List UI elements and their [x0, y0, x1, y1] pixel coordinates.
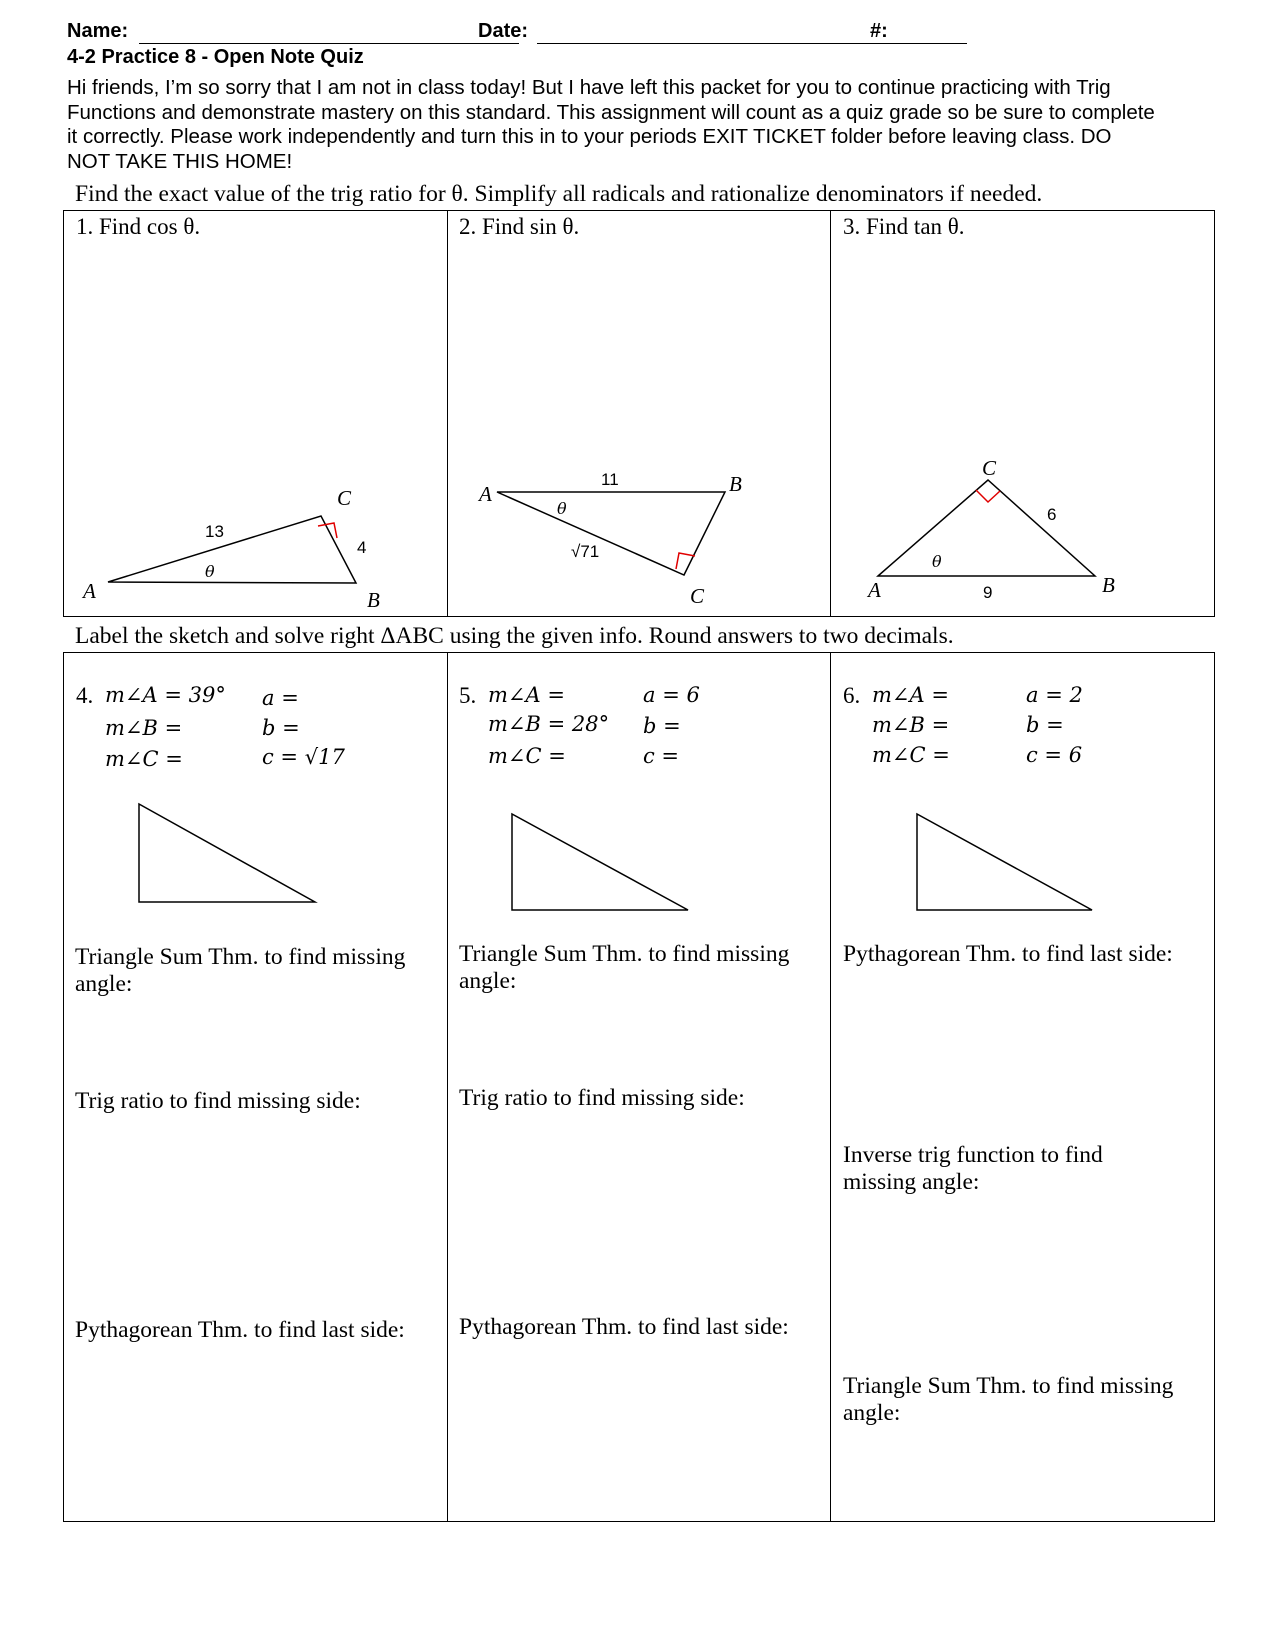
section2-instruction: Label the sketch and solve right ΔABC using the given info. Round answers to two decimals. — [75, 623, 954, 649]
problem6-step2: Inverse trig function to find missing angle: — [843, 1142, 1103, 1195]
problem5-step3: Pythagorean Thm. to find last side: — [459, 1314, 789, 1340]
problem2-vertex-a: A — [479, 482, 492, 506]
problem2-vertex-c: C — [690, 584, 705, 608]
problem6-angle-a: m∠A = — [872, 683, 949, 707]
problem2-theta: θ — [557, 499, 567, 518]
problem2-triangle — [447, 465, 830, 615]
problem6-side-a: a = 2 — [1026, 683, 1083, 707]
problem2-vertex-b: B — [729, 472, 742, 496]
problem6-angle-c: m∠C = — [872, 743, 950, 767]
problem5-triangle-sketch — [505, 808, 705, 918]
problem4-step2: Trig ratio to find missing side: — [75, 1088, 361, 1114]
number-line[interactable] — [897, 43, 967, 44]
date-label: Date: — [478, 20, 529, 42]
problem3-vertex-b: B — [1102, 573, 1115, 597]
section1-instruction: Find the exact value of the trig ratio for θ. Simplify all radicals and rationalize denominators if needed. — [75, 181, 1043, 207]
name-label: Name: — [67, 20, 129, 42]
problem4-angle-c: m∠C = — [105, 747, 183, 771]
problem4-step1: Triangle Sum Thm. to find missing angle: — [75, 944, 406, 997]
problem5-side-c: c = — [643, 744, 680, 768]
problem2-label: 2. Find sin θ. — [459, 214, 580, 239]
problem3-triangle — [830, 455, 1214, 615]
problem3-vertex-a: A — [868, 578, 881, 602]
problem1-triangle — [63, 470, 447, 615]
problem2-side-leg: √71 — [571, 542, 600, 561]
problem5-side-b: b = — [643, 714, 681, 738]
problem6-step3: Triangle Sum Thm. to find missing angle: — [843, 1373, 1174, 1426]
problem3-vertex-c: C — [982, 456, 997, 480]
problem4-angle-b: m∠B = — [105, 716, 183, 740]
problem1-side-short: 4 — [357, 538, 367, 557]
problem5-number: 5. — [459, 683, 477, 708]
problem5-angle-a: m∠A = — [488, 683, 565, 707]
problem4-side-b: b = — [262, 716, 300, 740]
section2-divider-1 — [447, 652, 448, 1522]
problem5-side-a: a = 6 — [643, 683, 700, 707]
problem3-theta: θ — [932, 552, 942, 571]
problem6-angle-b: m∠B = — [872, 713, 950, 737]
section2-divider-2 — [830, 652, 831, 1522]
problem6-triangle-sketch — [910, 808, 1110, 918]
problem3-side-leg: 6 — [1047, 505, 1057, 524]
problem4-step3: Pythagorean Thm. to find last side: — [75, 1317, 405, 1343]
problem1-vertex-c: C — [337, 486, 352, 510]
problem4-angle-a: m∠A = 39° — [105, 683, 226, 707]
problem3-side-hypotenuse: 9 — [983, 583, 993, 602]
problem6-number: 6. — [843, 683, 861, 708]
intro-paragraph: Hi friends, I’m so sorry that I am not in class today! But I have left this packet for you to continue practicing with Trig Functions and demonstrate mastery on this standard. This assignment will count as a quiz grade so be sure to complete it correctly. Please work independently and turn this in to your periods EXIT TICKET folder before leaving class. DO NOT TAKE THIS HOME! — [67, 76, 1155, 173]
problem1-theta: θ — [205, 562, 215, 581]
name-line[interactable] — [139, 43, 519, 44]
problem6-side-c: c = 6 — [1026, 743, 1083, 767]
problem5-step2: Trig ratio to find missing side: — [459, 1085, 745, 1111]
problem1-vertex-a: A — [83, 579, 96, 603]
page-title: 4-2 Practice 8 - Open Note Quiz — [67, 46, 364, 68]
problem4-side-a: a = — [262, 686, 299, 710]
problem1-label: 1. Find cos θ. — [76, 214, 201, 239]
problem5-step1: Triangle Sum Thm. to find missing angle: — [459, 941, 790, 994]
problem6-side-b: b = — [1026, 713, 1064, 737]
problem1-side-hypotenuse: 13 — [205, 522, 224, 541]
problem6-step1: Pythagorean Thm. to find last side: — [843, 941, 1173, 967]
problem4-number: 4. — [76, 683, 94, 708]
problem4-triangle-sketch — [130, 800, 330, 910]
problem1-vertex-b: B — [367, 588, 380, 612]
problem5-angle-c: m∠C = — [488, 744, 566, 768]
date-line[interactable] — [537, 43, 922, 44]
problem2-side-hypotenuse: 11 — [601, 470, 619, 489]
number-label: #: — [870, 20, 888, 42]
problem4-side-c: c = √17 — [262, 745, 345, 769]
problem5-angle-b: m∠B = 28° — [488, 712, 610, 736]
problem3-label: 3. Find tan θ. — [843, 214, 965, 239]
